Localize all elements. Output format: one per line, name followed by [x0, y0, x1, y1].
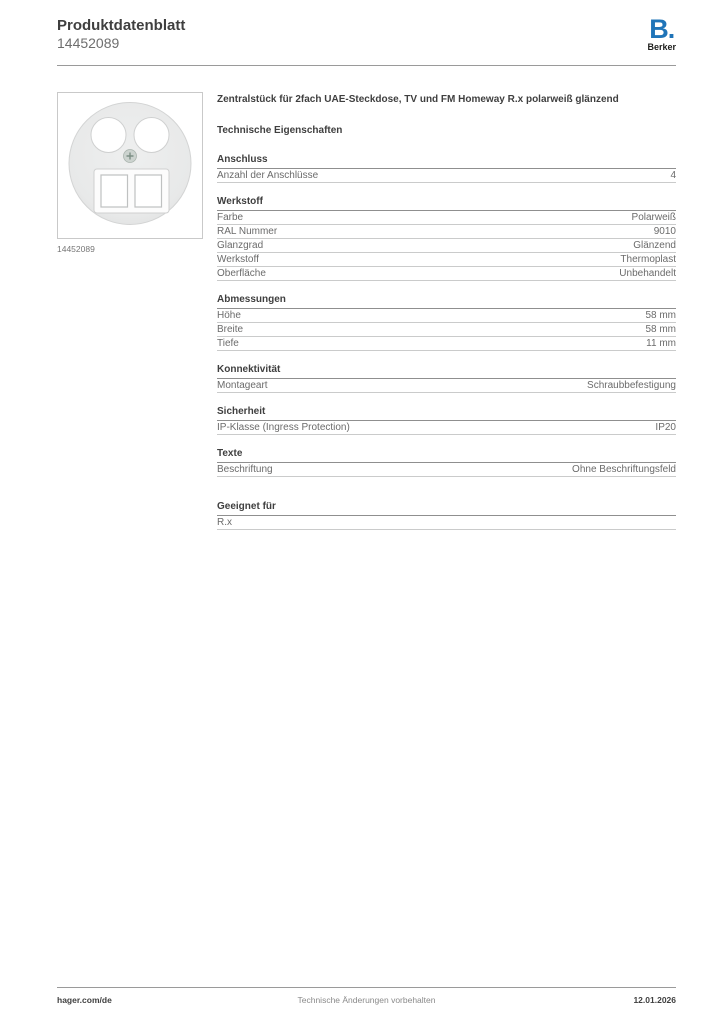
spec-row-label: RAL Nummer	[217, 226, 278, 237]
spec-row	[217, 225, 676, 239]
spec-row-label: Tiefe	[217, 338, 239, 349]
spec-row-label: Montageart	[217, 380, 268, 391]
product-title: Zentralstück für 2fach UAE-Steckdose, TV und FM Homeway R.x polarweiß glänzend	[217, 94, 619, 105]
spec-row	[217, 323, 676, 337]
spec-row-value: 58 mm	[645, 310, 676, 321]
spec-row	[217, 169, 676, 183]
document-title: Produktdatenblatt	[57, 17, 186, 34]
spec-section-title: Abmessungen	[217, 294, 676, 309]
spec-row-value: 4	[670, 170, 676, 181]
spec-section	[217, 294, 676, 351]
main-content	[57, 92, 676, 530]
spec-row	[217, 239, 676, 253]
spec-sections	[217, 154, 676, 530]
header-divider	[57, 65, 676, 66]
berker-logo	[647, 14, 676, 52]
product-image-column	[57, 92, 203, 530]
footer	[57, 987, 676, 1005]
berker-logo-wordmark: Berker	[647, 42, 676, 52]
spec-row-value: Schraubbefestigung	[587, 380, 676, 391]
spec-row-label: Beschriftung	[217, 464, 273, 475]
spec-row	[217, 421, 676, 435]
spec-section-title: Anschluss	[217, 154, 676, 169]
spec-row	[217, 379, 676, 393]
spec-row	[217, 211, 676, 225]
spec-row-label: Glanzgrad	[217, 240, 264, 251]
spec-row-value: 11 mm	[646, 338, 676, 349]
footer-date: 12.01.2026	[633, 995, 676, 1005]
product-image-caption: 14452089	[57, 244, 95, 254]
spec-section-title: Sicherheit	[217, 406, 676, 421]
spec-row	[217, 309, 676, 323]
spec-section	[217, 501, 676, 530]
spec-row-value: 58 mm	[645, 324, 676, 335]
spec-row	[217, 253, 676, 267]
berker-logo-icon: B.	[649, 14, 675, 44]
spec-section-title: Werkstoff	[217, 196, 676, 211]
header	[0, 0, 724, 52]
spec-row-label: IP-Klasse (Ingress Protection)	[217, 422, 350, 433]
header-titles	[57, 16, 185, 52]
spec-row-value: Glänzend	[633, 240, 676, 251]
spec-row	[217, 337, 676, 351]
spec-row-value: Thermoplast	[620, 254, 676, 265]
spec-section	[217, 196, 676, 281]
spec-row-label: Oberfläche	[217, 268, 266, 279]
specs-heading: Technische Eigenschaften	[217, 125, 343, 136]
spec-section	[217, 364, 676, 393]
spec-row	[217, 516, 676, 530]
spec-row-label: Farbe	[217, 212, 244, 223]
spec-column	[217, 92, 676, 530]
spec-row-label: Werkstoff	[217, 254, 259, 265]
spec-row-label: R.x	[217, 517, 232, 528]
spec-row-value: Ohne Beschriftungsfeld	[572, 464, 676, 475]
spec-section-title: Konnektivität	[217, 364, 676, 379]
spec-section-title: Texte	[217, 448, 676, 463]
spec-row-value: Unbehandelt	[619, 268, 676, 279]
spec-section	[217, 406, 676, 435]
spec-row-value: IP20	[655, 422, 676, 433]
spec-section-title: Geeignet für	[217, 501, 676, 516]
spec-section	[217, 154, 676, 183]
footer-divider	[57, 987, 676, 988]
spec-row-label: Höhe	[217, 310, 241, 321]
spec-row-value: 9010	[653, 226, 676, 237]
document-product-number: 14452089	[57, 35, 120, 51]
spec-section	[217, 448, 676, 477]
spec-row-value: Polarweiß	[631, 212, 676, 223]
footer-notice: Technische Änderungen vorbehalten	[297, 995, 436, 1005]
footer-row	[57, 995, 676, 1005]
spec-row	[217, 463, 676, 477]
spec-row	[217, 267, 676, 281]
product-image	[57, 92, 203, 239]
footer-website: hager.com/de	[57, 995, 112, 1005]
cover-plate-illustration	[58, 93, 202, 238]
spec-row-label: Anzahl der Anschlüsse	[217, 170, 319, 181]
spec-row-label: Breite	[217, 324, 244, 335]
